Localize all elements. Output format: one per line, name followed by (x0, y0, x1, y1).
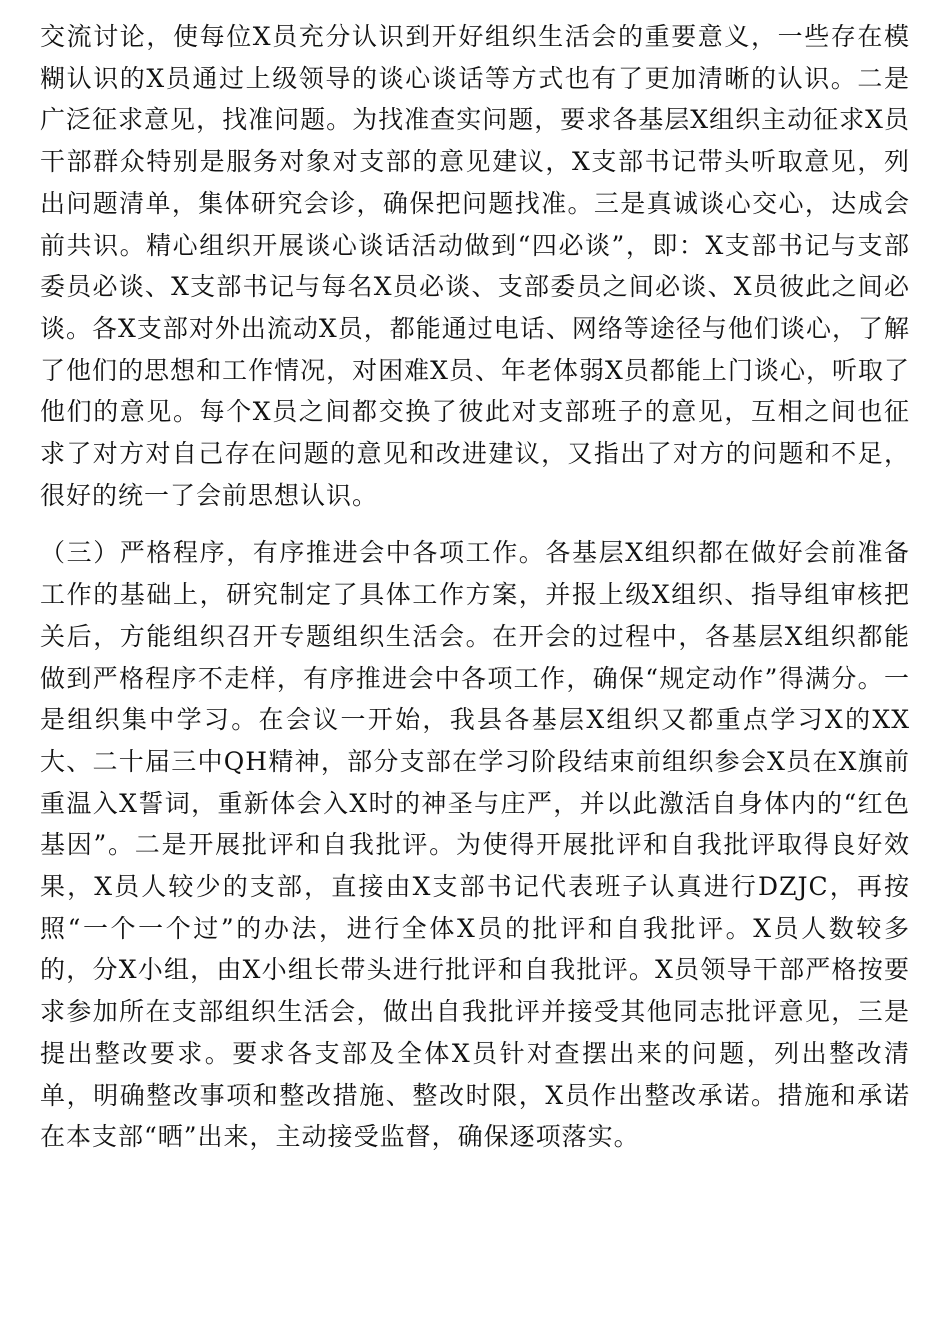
paragraph-strict-procedure: （三）严格程序，有序推进会中各项工作。各基层X组织都在做好会前准备工作的基础上，研究制定了具体工作方案，并报上级X组织、指导组审核把关后，方能组织召开专题组织生活会。在开会的过程中，各基层X组织都能做到严格程序不走样，有序推进会中各项工作，确保“规定动作”得满分。一是组织集中学习。在会议一开始，我县各基层X组织又都重点学习X的XX大、二十届三中QH精神，部分支部在学习阶段结束前组织参会X员在X旗前重温入X誓词，重新体会入X时的神圣与庄严，并以此激活自身体内的“红色基因”。二是开展批评和自我批评。为使得开展批评和自我批评取得良好效果，X员人较少的支部，直接由X支部书记代表班子认真进行DZJC，再按照“一个一个过”的办法，进行全体X员的批评和自我批评。X员人数较多的，分X小组，由X小组长带头进行批评和自我批评。X员领导干部严格按要求参加所在支部组织生活会，做出自我批评并接受其他同志批评意见，三是提出整改要求。要求各支部及全体X员针对查摆出来的问题，列出整改清单，明确整改事项和整改措施、整改时限，X员作出整改承诺。措施和承诺在本支部“晒”出来，主动接受监督，确保逐项落实。 (40, 538, 910, 1152)
document-page (40, 16, 910, 1158)
paragraph-heart-to-heart-talks: 交流讨论，使每位X员充分认识到开好组织生活会的重要意义，一些存在模糊认识的X员通过上级领导的谈心谈话等方式也有了更加清晰的认识。二是广泛征求意见，找准问题。为找准查实问题，要求各基层X组织主动征求X员干部群众特别是服务对象对支部的意见建议，X支部书记带头听取意见，列出问题清单，集体研究会诊，确保把问题找准。三是真诚谈心交心，达成会前共识。精心组织开展谈心谈话活动做到“四必谈”，即：X支部书记与支部委员必谈、X支部书记与每名X员必谈、支部委员之间必谈、X员彼此之间必谈。各X支部对外出流动X员，都能通过电话、网络等途径与他们谈心，了解了他们的思想和工作情况，对困难X员、年老体弱X员都能上门谈心，听取了他们的意见。每个X员之间都交换了彼此对支部班子的意见，互相之间也征求了对方对自己存在问题的意见和改进建议，又指出了对方的问题和不足，很好的统一了会前思想认识。 (40, 22, 910, 510)
